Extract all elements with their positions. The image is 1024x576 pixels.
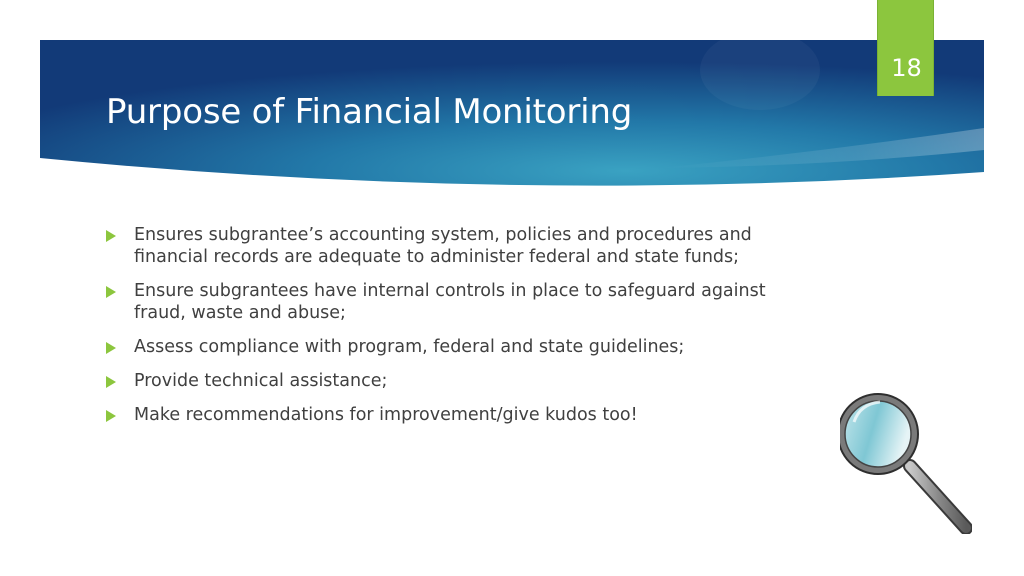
page-number-tab	[877, 0, 934, 96]
bullet-text: Ensures subgrantee’s accounting system, policies and procedures and financial records are adequate to administer federal and state funds;	[134, 225, 752, 267]
bullet-item	[106, 370, 806, 392]
bullet-text: Ensure subgrantees have internal controls in place to safeguard against fraud, waste and abuse;	[134, 281, 766, 323]
triangle-bullet-icon	[106, 342, 116, 354]
bullet-item	[106, 280, 806, 324]
triangle-bullet-icon	[106, 286, 116, 298]
triangle-bullet-icon	[106, 376, 116, 388]
bullet-text: Provide technical assistance;	[134, 371, 388, 391]
triangle-bullet-icon	[106, 230, 116, 242]
bullet-text: Assess compliance with program, federal and state guidelines;	[134, 337, 685, 357]
bullet-item	[106, 404, 806, 426]
page-number: 18	[891, 54, 922, 82]
magnifying-glass-icon	[840, 388, 972, 534]
bullet-item	[106, 336, 806, 358]
bullet-item	[106, 224, 806, 268]
slide-title: Purpose of Financial Monitoring	[106, 92, 633, 132]
bullet-list	[106, 224, 806, 438]
bullet-text: Make recommendations for improvement/give kudos too!	[134, 405, 638, 425]
triangle-bullet-icon	[106, 410, 116, 422]
